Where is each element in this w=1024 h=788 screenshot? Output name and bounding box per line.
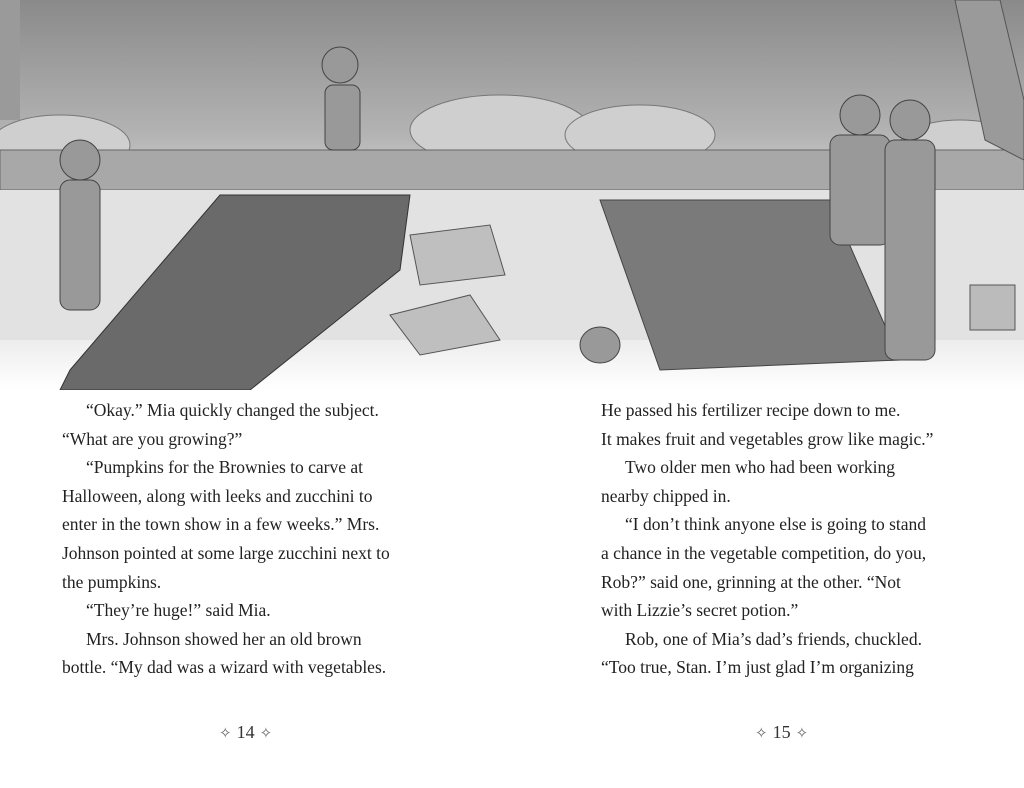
tree-left xyxy=(0,0,20,120)
text-line: the pumpkins. xyxy=(62,571,162,592)
ornament-icon: ✧ xyxy=(219,726,232,742)
bucket xyxy=(970,285,1015,330)
garden-illustration xyxy=(0,0,1024,390)
page-number: 15 xyxy=(772,722,791,742)
text-line: enter in the town show in a few weeks.” Mrs. xyxy=(62,514,380,535)
text-line: “I don’t think anyone else is going to stand xyxy=(625,514,927,535)
text-line: “Okay.” Mia quickly changed the subject. xyxy=(86,400,379,420)
text-line: “Too true, Stan. I’m just glad I’m organizing xyxy=(601,657,914,678)
text-line: Johnson pointed at some large zucchini next to xyxy=(62,542,390,563)
text-line: Rob?” said one, grinning at the other. “Not xyxy=(601,571,901,592)
text-line: Mrs. Johnson showed her an old brown xyxy=(86,628,362,649)
sacks xyxy=(410,225,505,285)
text-line: “They’re huge!” said Mia. xyxy=(86,600,271,621)
text-line: Halloween, along with leeks and zucchini to xyxy=(62,485,373,506)
text-line: “Pumpkins for the Brownies to carve at xyxy=(86,457,364,478)
text-line: He passed his fertilizer recipe down to me. xyxy=(601,400,901,420)
text-line: Rob, one of Mia’s dad’s friends, chuckled. xyxy=(625,628,922,649)
page-number-right xyxy=(750,722,813,743)
page-number-left xyxy=(214,722,277,743)
page-number: 14 xyxy=(236,722,255,742)
text-line: bottle. “My dad was a wizard with vegetables. xyxy=(62,657,387,678)
text-line: It makes fruit and vegetables grow like magic.” xyxy=(601,428,934,449)
text-line: with Lizzie’s secret potion.” xyxy=(601,600,799,621)
watering-can xyxy=(580,327,620,363)
ornament-icon: ✧ xyxy=(795,726,809,742)
text-line: nearby chipped in. xyxy=(601,485,731,506)
right-page-text xyxy=(601,396,933,682)
text-line: a chance in the vegetable competition, do you, xyxy=(601,542,927,563)
ornament-icon: ✧ xyxy=(755,726,768,742)
ornament-icon: ✧ xyxy=(259,726,273,742)
left-page-text xyxy=(62,396,390,682)
text-line: Two older men who had been working xyxy=(625,457,895,478)
text-line: “What are you growing?” xyxy=(62,428,243,449)
